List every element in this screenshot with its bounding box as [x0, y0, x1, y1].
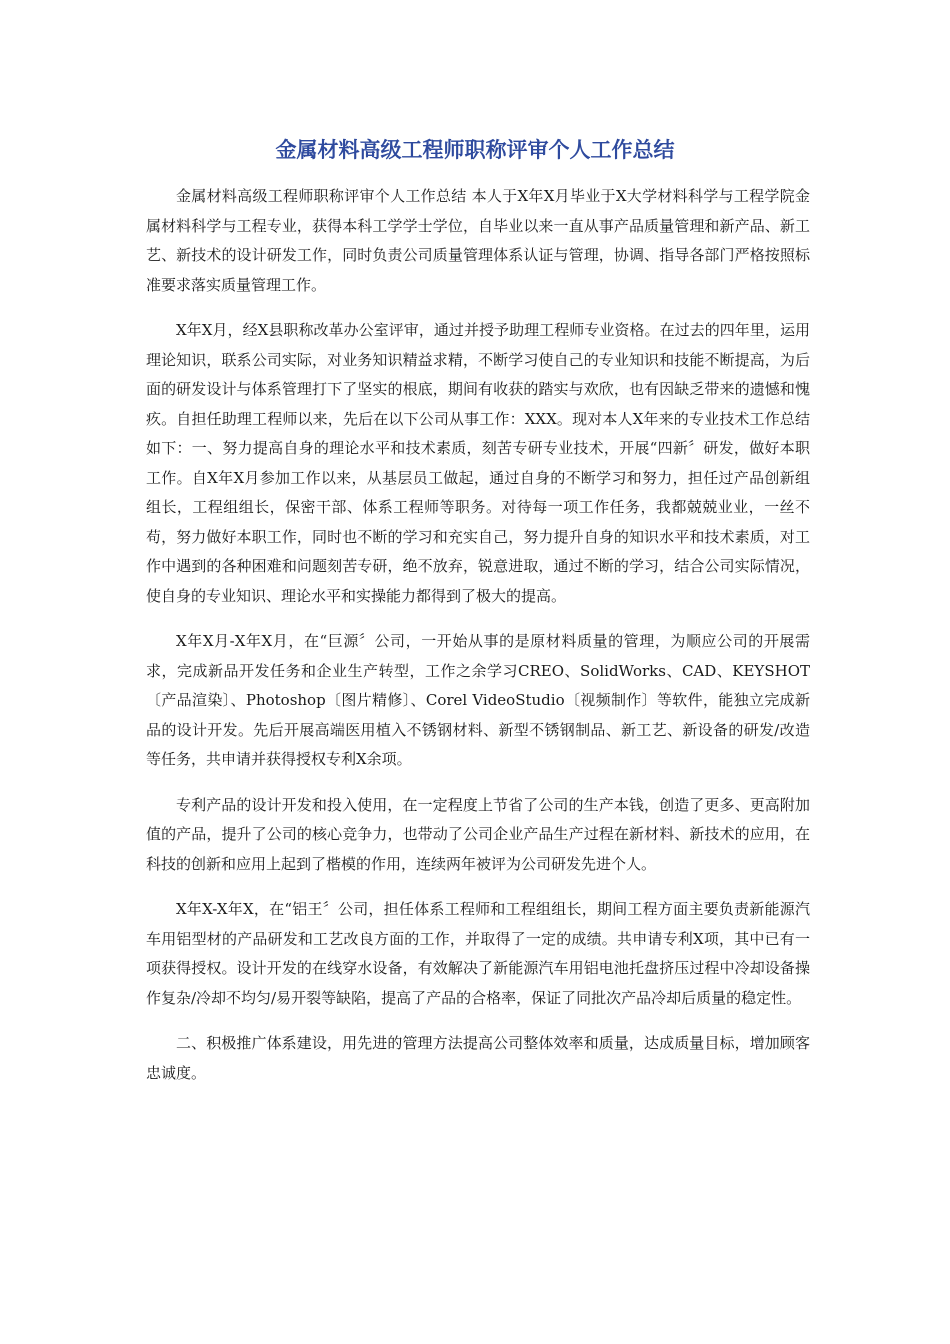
- paragraph-6: 二、积极推广体系建设，用先进的管理方法提高公司整体效率和质量，达成质量目标，增加顾客忠诚度。: [146, 1034, 810, 1082]
- paragraph-5: X年X-X年X，在“铝王〞公司，担任体系工程师和工程组组长，期间工程方面主要负责新能源汽车用铝型材的产品研发和工艺改良方面的工作，并取得了一定的成绩。共申请专利X项，其中已有一项获得授权。设计开发的在线穿水设备，有效解决了新能源汽车用铝电池托盘挤压过程中冷却设备操作复杂/冷却不均匀/易开裂等缺陷，提高了产品的合格率，保证了同批次产品冷却后质量的稳定性。: [146, 900, 810, 1007]
- paragraph-2: X年X月，经X县职称改革办公室评审，通过并授予助理工程师专业资格。在过去的四年里，运用理论知识，联系公司实际，对业务知识精益求精，不断学习使自己的专业知识和技能不断提高，为后面的研发设计与体系管理打下了坚实的根底，期间有收获的踏实与欢欣，也有因缺乏带来的遗憾和愧疚。自担任助理工程师以来，先后在以下公司从事工作：XXX。现对本人X年来的专业技术工作总结如下：一、努力提高自身的理论水平和技术素质，刻苦专研专业技术，开展“四新〞研发，做好本职工作。自X年X月参加工作以来，从基层员工做起，通过自身的不断学习和努力，担任过产品创新组组长，工程组组长，保密干部、体系工程师等职务。对待每一项工作任务，我都兢兢业业，一丝不苟，努力做好本职工作，同时也不断的学习和充实自己，努力提升自身的知识水平和技术素质，对工作中遇到的各种困难和问题刻苦专研，绝不放弃，锐意进取，通过不断的学习，结合公司实际情况，使自身的专业知识、理论水平和实操能力都得到了极大的提高。: [146, 321, 810, 605]
- paragraph-3: X年X月-X年X月，在“巨源〞公司，一开始从事的是原材料质量的管理，为顺应公司的开展需求，完成新品开发任务和企业生产转型，工作之余学习CREO、SolidWorks、CAD、KEYSHOT〔产品渲染〕、Photoshop〔图片精修〕、Corel VideoStudio〔视频制作〕等软件，能独立完成新品的设计开发。先后开展高端医用植入不锈钢材料、新型不锈钢制品、新工艺、新设备的研发/改造等任务，共申请并获得授权专利X余项。: [146, 632, 810, 768]
- document-body: [146, 182, 810, 1104]
- document-title: 金属材料高级工程师职称评审个人工作总结: [275, 138, 675, 162]
- paragraph-1: 金属材料高级工程师职称评审个人工作总结 本人于X年X月毕业于X大学材料科学与工程学院金属材料科学与工程专业，获得本科工学学士学位，自毕业以来一直从事产品质量管理和新产品、新工艺、新技术的设计研发工作，同时负责公司质量管理体系认证与管理，协调、指导各部门严格按照标准要求落实质量管理工作。: [146, 187, 810, 294]
- paragraph-4: 专利产品的设计开发和投入使用，在一定程度上节省了公司的生产本钱，创造了更多、更高附加值的产品，提升了公司的核心竞争力，也带动了公司企业产品生产过程在新材料、新技术的应用，在科技的创新和应用上起到了楷模的作用，连续两年被评为公司研发先进个人。: [146, 795, 810, 873]
